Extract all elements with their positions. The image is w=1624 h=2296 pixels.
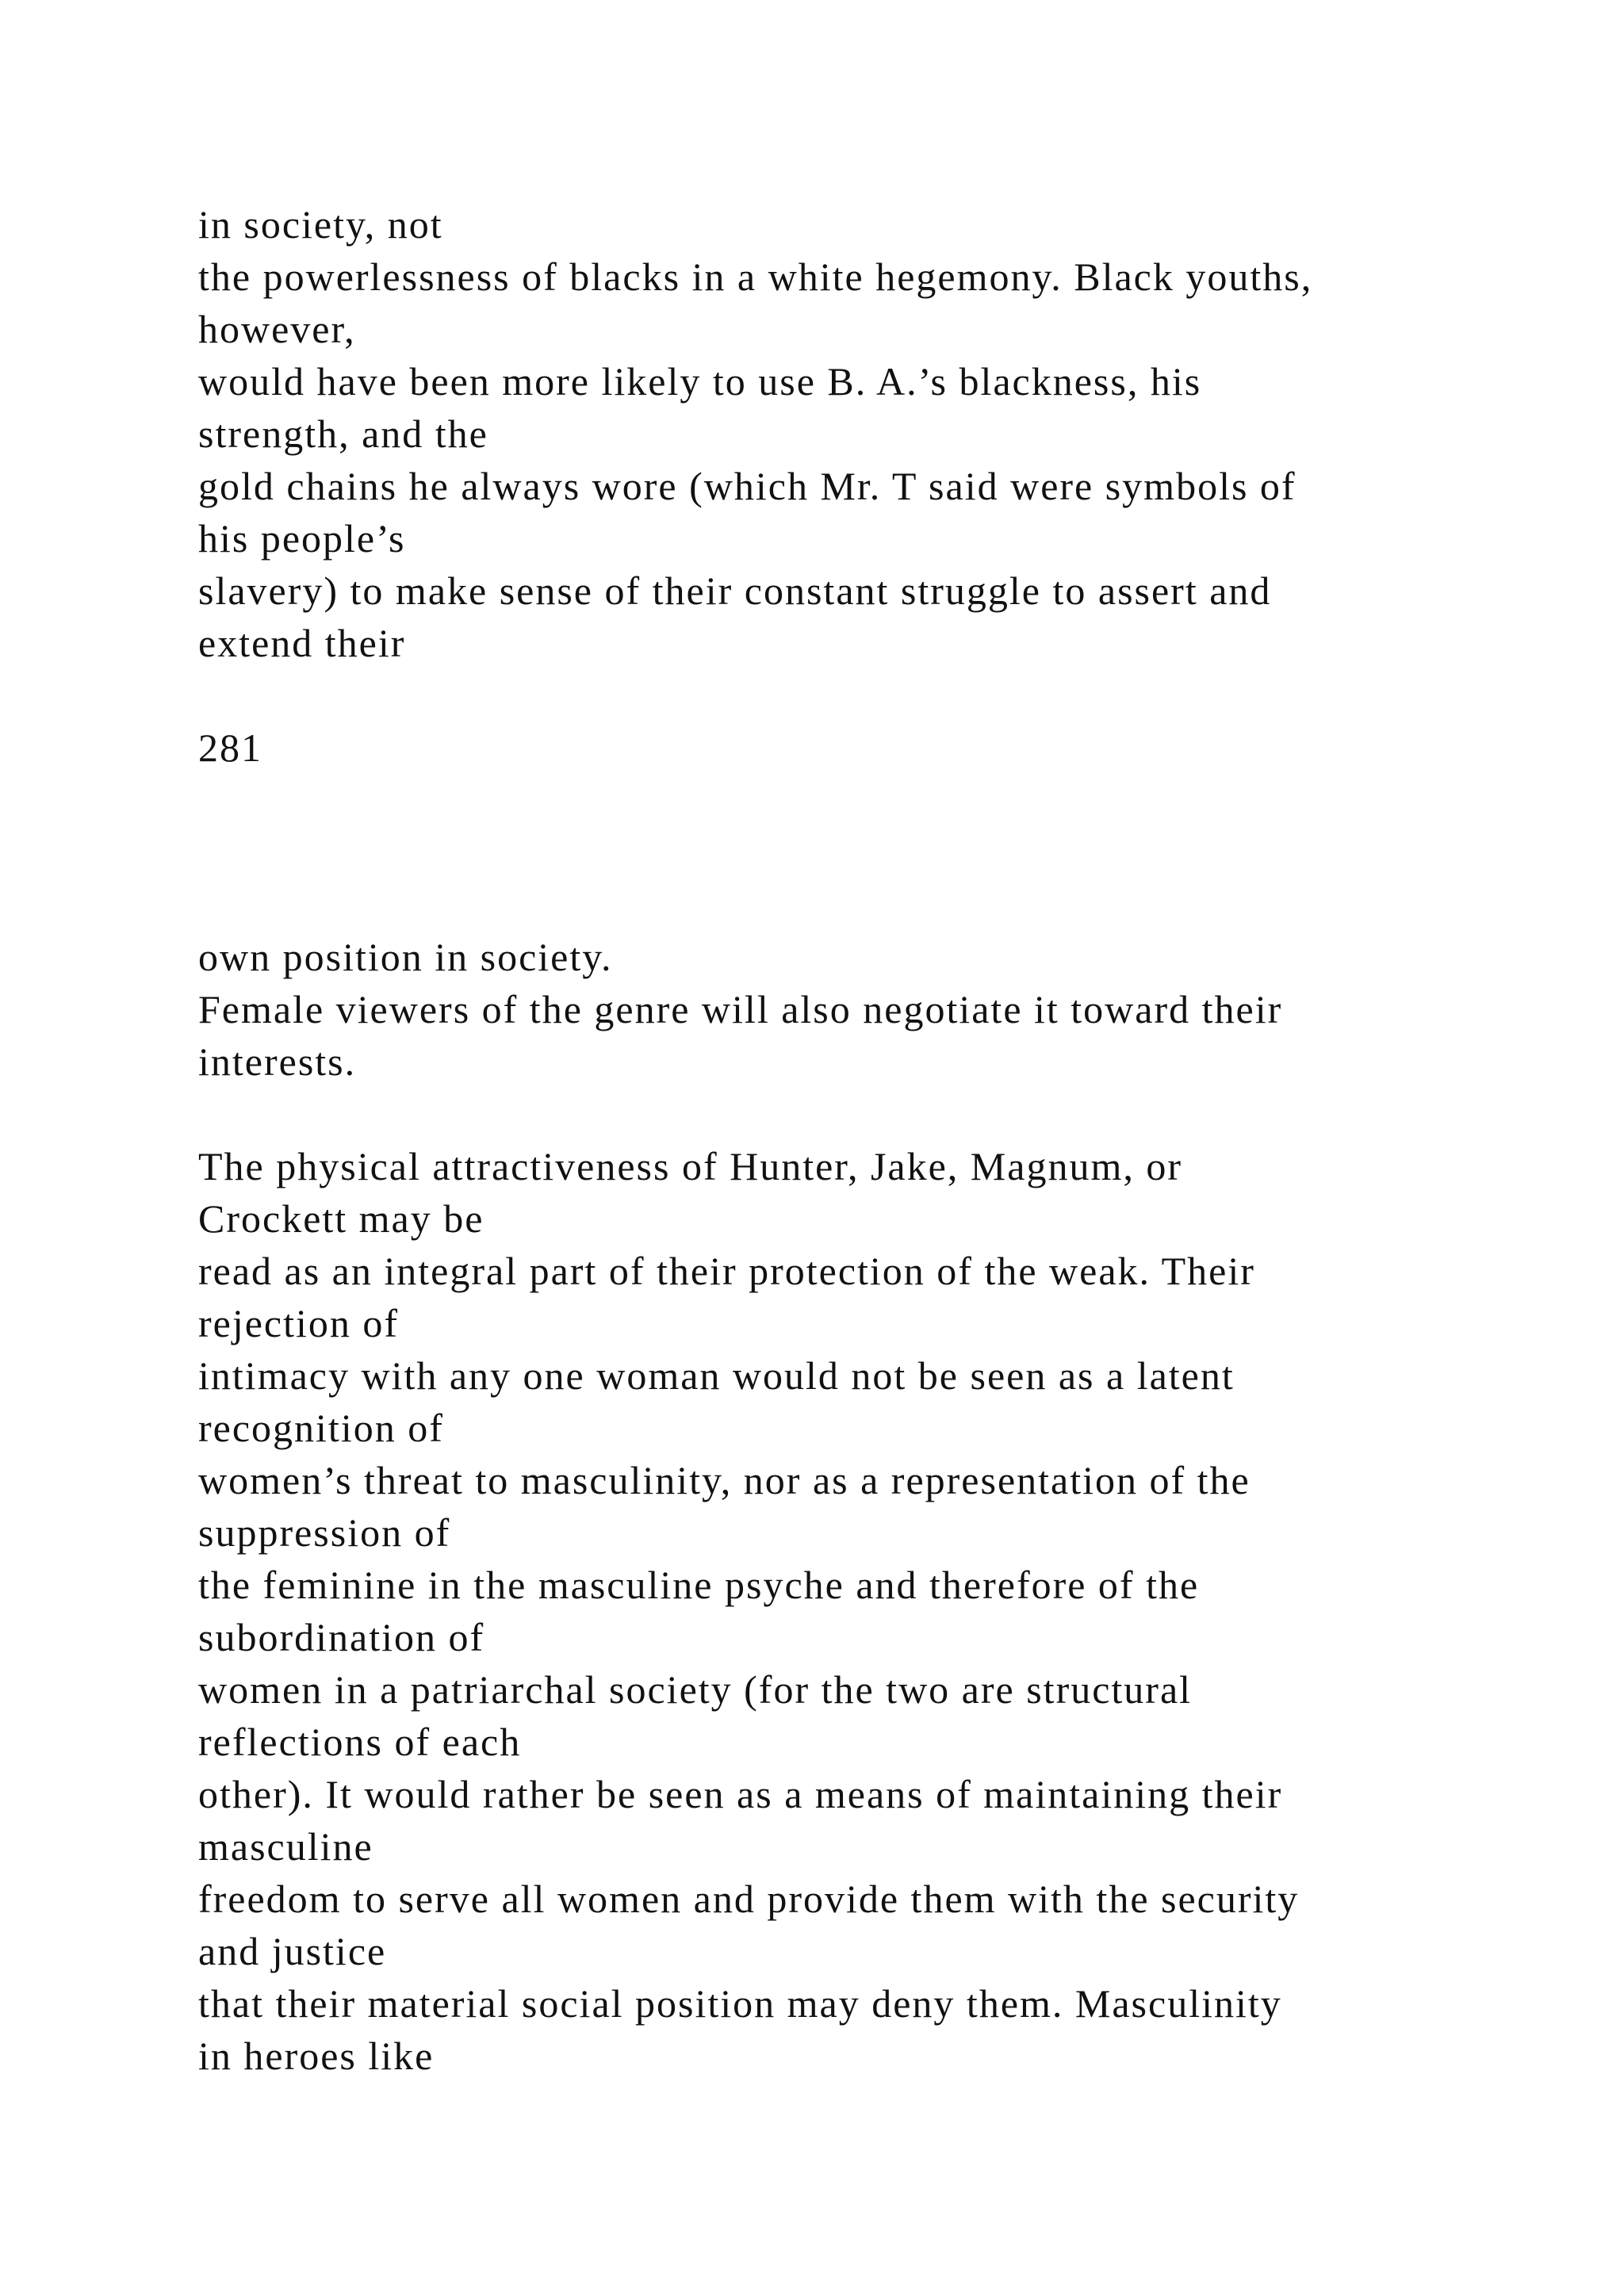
text-line: interests. xyxy=(198,1039,357,1084)
text-line: women in a patriarchal society (for the two are structural xyxy=(198,1667,1193,1712)
text-line: masculine xyxy=(198,1824,373,1869)
text-line: gold chains he always wore (which Mr. T said were symbols of xyxy=(198,464,1297,508)
text-line: intimacy with any one woman would not be seen as a latent xyxy=(198,1353,1235,1398)
text-line: that their material social position may deny them. Masculinity xyxy=(198,1981,1282,2026)
text-line: rejection of xyxy=(198,1301,400,1345)
text-line: the powerlessness of blacks in a white hegemony. Black youths, xyxy=(198,254,1313,299)
text-line: recognition of xyxy=(198,1406,444,1450)
text-line: in heroes like xyxy=(198,2034,435,2078)
text-line: the feminine in the masculine psyche and therefore of the xyxy=(198,1563,1200,1607)
text-line: in society, not xyxy=(198,202,443,247)
text-line: suppression of xyxy=(198,1510,451,1555)
text-line: Crockett may be xyxy=(198,1196,485,1241)
page-number: 281 xyxy=(198,725,262,770)
text-line: other). It would rather be seen as a means of maintaining their xyxy=(198,1772,1283,1816)
text-line: women’s threat to masculinity, nor as a representation of the xyxy=(198,1458,1251,1502)
text-line: however, xyxy=(198,307,356,351)
text-line: Female viewers of the genre will also negotiate it toward their xyxy=(198,987,1283,1031)
text-line: reflections of each xyxy=(198,1720,522,1764)
text-line: strength, and the xyxy=(198,411,488,456)
text-line: The physical attractiveness of Hunter, Jake, Magnum, or xyxy=(198,1144,1182,1188)
text-line: freedom to serve all women and provide them with the security xyxy=(198,1877,1300,1921)
text-line: and justice xyxy=(198,1929,387,1973)
text-line: extend their xyxy=(198,621,406,665)
text-line: slavery) to make sense of their constant struggle to assert and xyxy=(198,568,1272,613)
text-line: subordination of xyxy=(198,1615,485,1659)
text-line: own position in society. xyxy=(198,935,613,979)
text-line: his people’s xyxy=(198,516,406,561)
text-line: would have been more likely to use B. A.’s blackness, his xyxy=(198,359,1202,404)
text-line: read as an integral part of their protection of the weak. Their xyxy=(198,1249,1255,1293)
